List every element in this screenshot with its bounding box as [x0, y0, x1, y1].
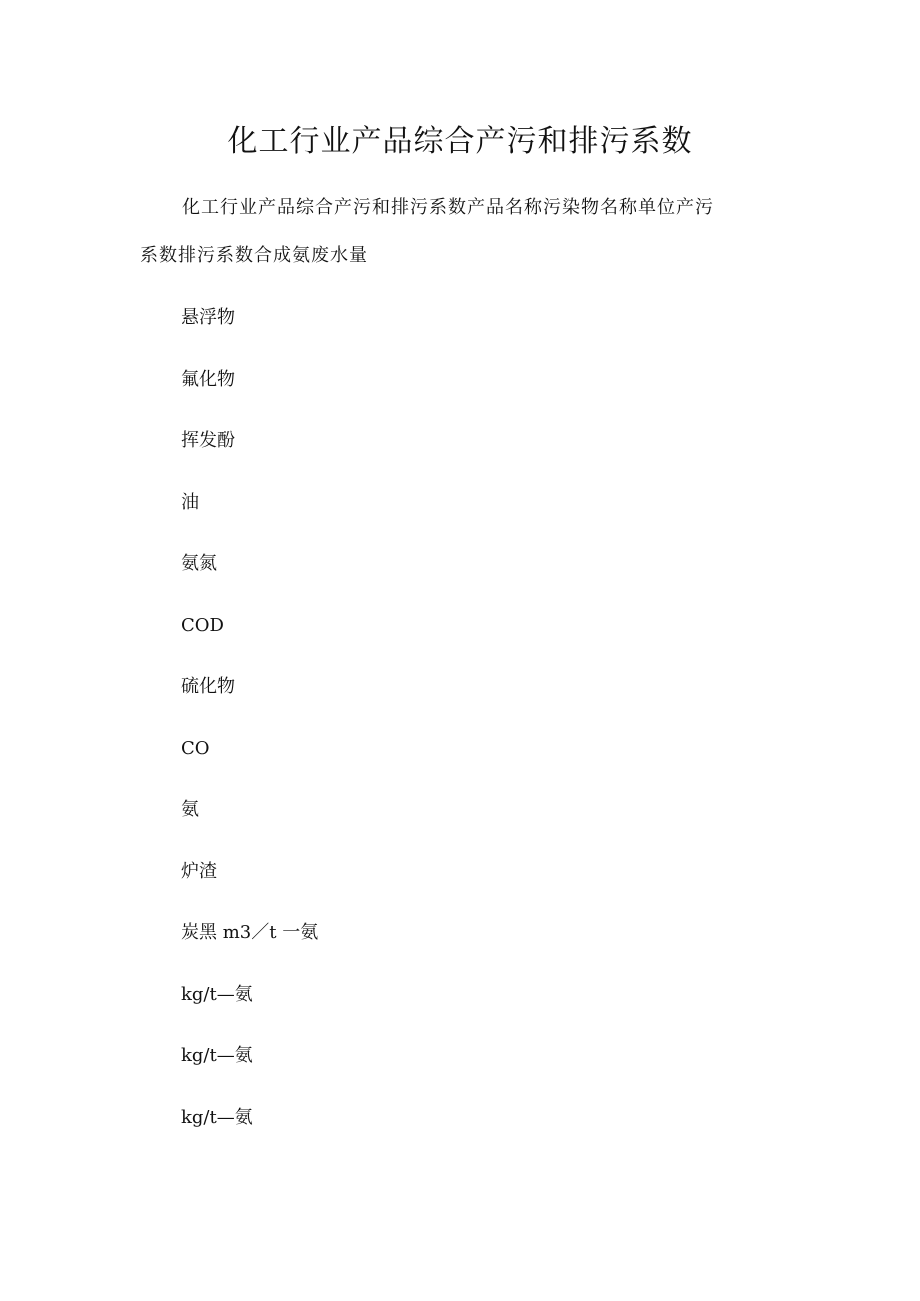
list-item: 氨氮	[181, 553, 217, 574]
intro-line-1: 化工行业产品综合产污和排污系数产品名称污染物名称单位产污	[182, 197, 714, 218]
list-item: CO	[181, 737, 210, 759]
document-title: 化工行业产品综合产污和排污系数	[227, 124, 693, 159]
list-item: 炉渣	[181, 860, 217, 882]
intro-line-2: 系数排污系数合成氨废水量	[140, 245, 368, 266]
list-item: COD	[181, 614, 224, 636]
list-item: kg/t—氨	[181, 1106, 253, 1128]
pollutant-list	[181, 303, 318, 1164]
list-item: 挥发酚	[181, 430, 235, 451]
list-item: 悬浮物	[181, 307, 235, 328]
list-item: kg/t—氨	[181, 983, 253, 1005]
list-item: 氟化物	[181, 368, 235, 390]
intro-paragraph	[140, 193, 760, 271]
list-item: 炭黑 m3／t 一氨	[181, 922, 319, 943]
list-item: kg/t—氨	[181, 1045, 253, 1066]
list-item: 硫化物	[181, 676, 235, 697]
list-item: 油	[181, 491, 199, 513]
list-item: 氨	[181, 799, 199, 820]
